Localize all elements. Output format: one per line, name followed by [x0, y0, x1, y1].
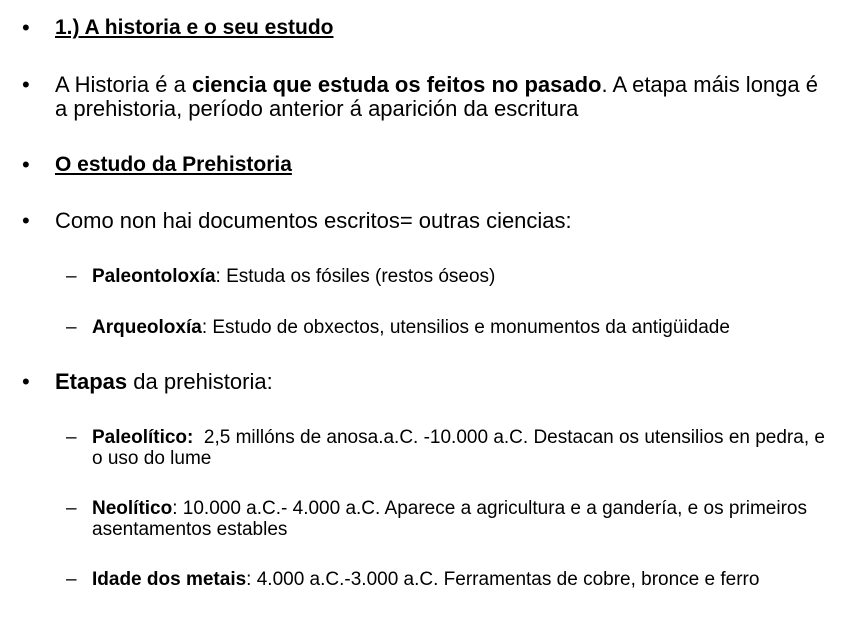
dash-icon: – — [66, 427, 77, 448]
dash-icon: – — [66, 569, 77, 590]
dash-icon: – — [66, 317, 77, 338]
bold-text: Idade dos metais — [92, 569, 247, 590]
bold-text: Neolítico — [92, 498, 173, 519]
text: : Estudo de obxectos, utensilios e monumentos da antigüidade — [201, 317, 730, 338]
bullet-icon: • — [22, 152, 30, 177]
paragraph: Como non hai documentos escritos= outras ciencias: — [55, 208, 572, 233]
text: : Estuda os fósiles (restos óseos) — [215, 266, 496, 287]
paragraph — [92, 427, 837, 469]
bold-text: ciencia que estuda os feitos no pasado — [191, 72, 602, 97]
bullet-icon: • — [22, 15, 30, 40]
text: : 4.000 a.C.-3.000 a.C. Ferramentas de cobre, bronce e ferro — [246, 569, 760, 590]
paragraph — [55, 370, 835, 394]
paragraph — [92, 266, 837, 287]
section-heading: O estudo da Prehistoria — [55, 153, 292, 176]
bold-text: Arqueoloxía — [92, 317, 202, 338]
paragraph — [92, 317, 837, 338]
text: da prehistoria: — [127, 369, 273, 394]
bold-text: Etapas — [55, 369, 128, 394]
paragraph — [92, 498, 837, 540]
dash-icon: – — [66, 498, 77, 519]
text: . A etapa máis longa é a prehistoria, período anterior á aparición da escritura — [55, 72, 818, 121]
bullet-icon: • — [22, 369, 30, 394]
section-heading: 1.) A historia e o seu estudo — [55, 16, 334, 39]
bullet-icon: • — [22, 72, 30, 97]
dash-icon: – — [66, 266, 77, 287]
text: A Historia é a — [55, 72, 192, 97]
bold-text: Paleolítico: — [92, 427, 194, 448]
text: : 10.000 a.C.- 4.000 a.C. Aparece a agricultura e a gandería, e os primeiros asentamentos estables — [92, 498, 807, 540]
paragraph — [92, 569, 837, 590]
bold-text: Paleontoloxía — [92, 266, 216, 287]
paragraph — [55, 73, 835, 121]
text: 2,5 millóns de anosa.a.C. -10.000 a.C. Destacan os utensilios en pedra, e o uso do lume — [92, 427, 831, 469]
bullet-icon: • — [22, 208, 30, 233]
